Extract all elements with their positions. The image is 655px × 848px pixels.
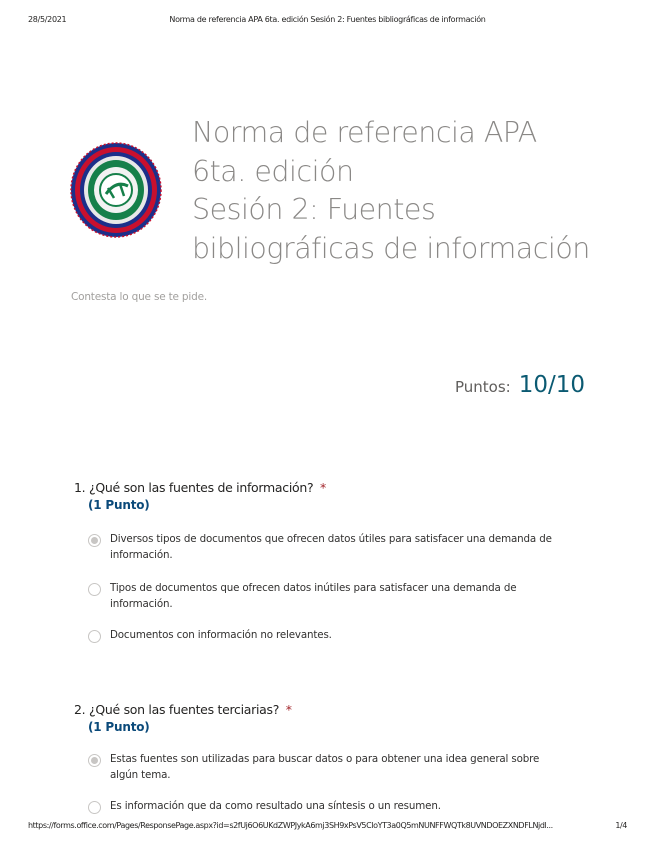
answer-option[interactable]	[88, 799, 558, 815]
option-label: Tipos de documentos que ofrecen datos inútiles para satisfacer una demanda de información.	[110, 582, 517, 610]
answer-option[interactable]	[88, 532, 558, 563]
score-value: 10/10	[518, 372, 585, 398]
score-label: Puntos:	[454, 378, 511, 396]
question-title	[74, 702, 574, 717]
question-number: 1.	[74, 480, 86, 495]
question-points: (1 Punto)	[88, 720, 150, 734]
question-title	[74, 480, 574, 495]
radio-icon[interactable]	[88, 630, 101, 643]
answer-option[interactable]	[88, 628, 558, 644]
radio-selected-icon[interactable]	[88, 754, 101, 767]
question-2	[74, 702, 574, 820]
option-label: Estas fuentes son utilizadas para buscar datos o para obtener una idea general sobre algún tema.	[110, 753, 540, 781]
form-title-line: 6ta. edición	[192, 154, 354, 188]
form-title	[192, 114, 632, 268]
answer-option[interactable]	[88, 581, 558, 612]
question-text: ¿Qué son las fuentes terciarias?	[89, 702, 280, 717]
required-marker: *	[285, 702, 292, 717]
page-number: 1/4	[615, 821, 627, 830]
radio-icon[interactable]	[88, 583, 101, 596]
question-number: 2.	[74, 702, 86, 717]
required-marker: *	[320, 480, 326, 495]
option-label: Documentos con información no relevantes.	[110, 629, 332, 641]
form-subtitle: Contesta lo que se te pide.	[71, 291, 207, 303]
print-header	[0, 15, 655, 27]
print-footer	[0, 821, 655, 833]
question-points: (1 Punto)	[88, 498, 150, 512]
form-title-line: Norma de referencia APA	[192, 116, 537, 149]
form-title-line: Sesión 2: Fuentes	[192, 193, 436, 226]
question-1	[74, 480, 574, 660]
form-title-line: bibliográficas de información	[192, 231, 590, 265]
radio-selected-icon[interactable]	[88, 534, 101, 547]
institution-logo	[70, 142, 162, 238]
print-document-title: Norma de referencia APA 6ta. edición Sesión 2: Fuentes bibliográficas de información	[169, 15, 486, 24]
print-date: 28/5/2021	[28, 15, 67, 24]
radio-icon[interactable]	[88, 801, 101, 814]
answer-option[interactable]	[88, 752, 558, 783]
option-label: Es información que da como resultado una síntesis o un resumen.	[110, 800, 441, 812]
score-display	[455, 372, 585, 398]
question-text: ¿Qué son las fuentes de información?	[89, 480, 314, 495]
option-label: Diversos tipos de documentos que ofrecen datos útiles para satisfacer una demanda de información.	[110, 533, 552, 561]
print-url: https://forms.office.com/Pages/ResponsePage.aspx?id=s2fUj6O6UKdZWPJykA6mj3SH9xPsV5CloYT3a0Q5mNUNFFWQTk8UVNDOEZXNDFLNjdl...	[28, 821, 553, 830]
